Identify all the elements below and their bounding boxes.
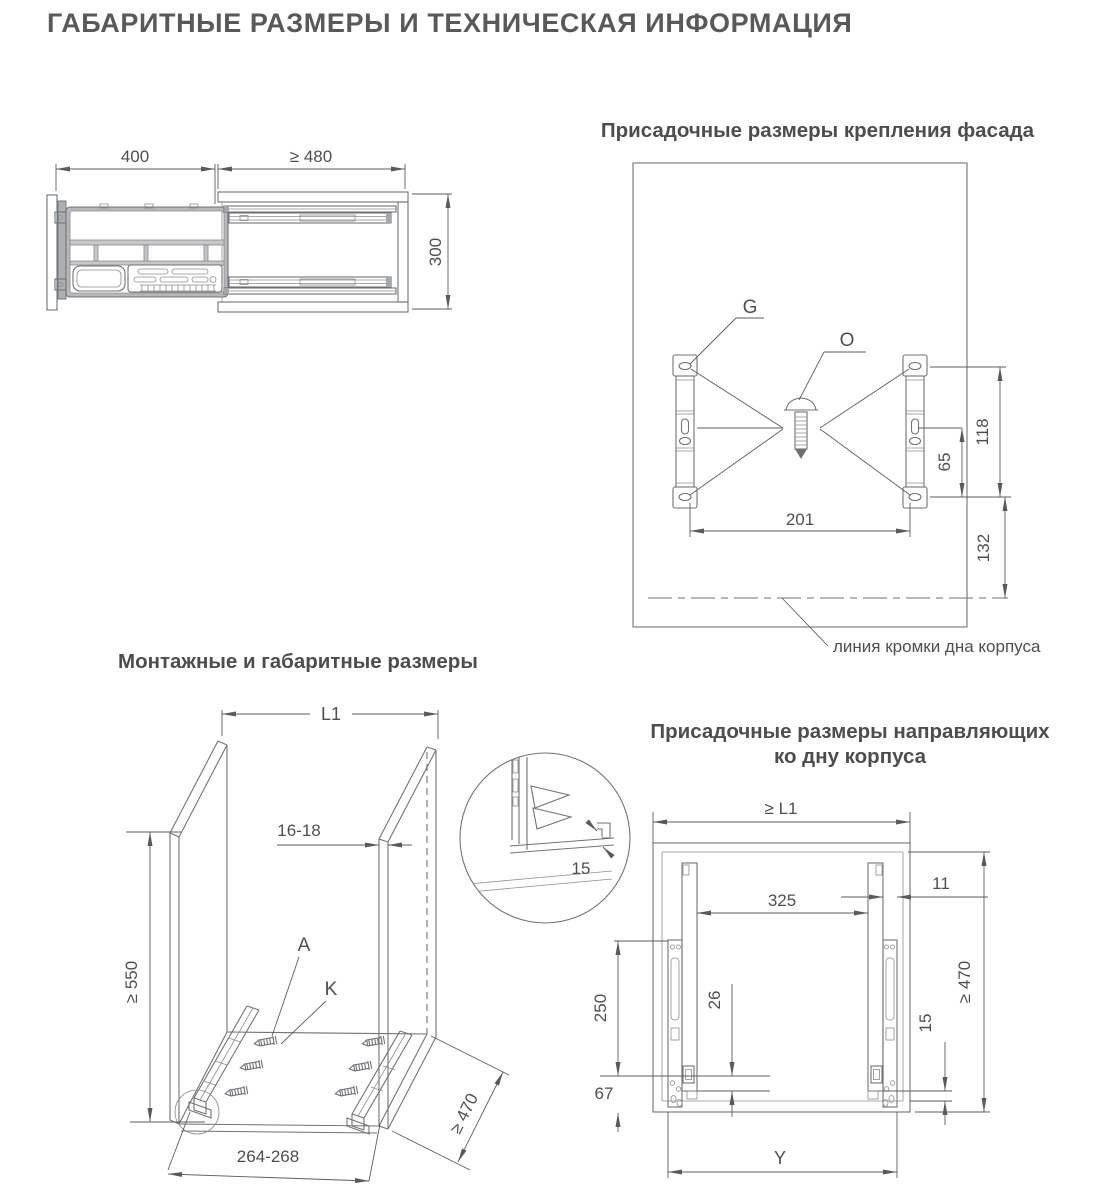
dim-thickness: 16-18 [277, 821, 321, 840]
dim-front-edge: 15 [916, 1013, 935, 1033]
dim-rail-span: 264-268 [236, 1147, 300, 1166]
callout-g [690, 297, 764, 364]
floor-rail-left [189, 1006, 259, 1118]
guides-section-title [645, 719, 1055, 769]
dim-side-offset: 11 [932, 874, 950, 893]
dim-width-l1: L1 [320, 704, 342, 724]
facade-panel [633, 163, 967, 627]
facade-section-title: Присадочные размеры крепления фасада [600, 119, 1035, 142]
mounting-screw [784, 398, 818, 459]
guide-rail-left [668, 863, 697, 1107]
dim-rail-length: 250 [591, 993, 610, 1023]
guides-drilling-drawing [592, 780, 1038, 1192]
hole-reference-lines [690, 369, 962, 495]
left-mount-bracket [673, 355, 697, 508]
right-mount-bracket [903, 355, 927, 508]
facade-drilling-drawing [595, 150, 1055, 660]
guides-dimensions [591, 799, 990, 1178]
dim-inner-span: 325 [767, 891, 797, 910]
dim-front-offset: 67 [594, 1084, 614, 1103]
dim-to-bottom-edge: 132 [974, 533, 993, 563]
detail-source-circle [175, 1090, 219, 1134]
facade-dimensions [690, 367, 1011, 598]
guides-title-line2: ко дну корпуса [773, 745, 927, 768]
dim-height-300: 300 [426, 237, 445, 267]
guide-rail-right [868, 863, 897, 1107]
drawer-top-view-drawing [40, 138, 460, 320]
guides-title-line1: Присадочные размеры направляющих [650, 720, 1050, 743]
dim-between-brackets: 201 [785, 510, 815, 529]
dim-outer-span: Y [773, 1148, 787, 1168]
screw-label-k: K [324, 979, 338, 1000]
page-title: ГАБАРИТНЫЕ РАЗМЕРЫ И ТЕХНИЧЕСКАЯ ИНФОРМАЦИЯ [47, 8, 853, 38]
dim-width-l1: ≥ L1 [764, 799, 798, 818]
dim-front-hole: 26 [705, 990, 724, 1010]
dim-drawer-width: 400 [120, 147, 150, 166]
dim-height-550: ≥ 550 [122, 960, 141, 1004]
slide-rails-plan [224, 206, 396, 294]
dim-cabinet-depth: ≥ 480 [289, 147, 333, 166]
dim-hole-span: 118 [973, 418, 992, 446]
dim-depth-470: ≥ 470 [446, 1090, 483, 1137]
dim-hole-gap: 65 [935, 452, 954, 472]
screw-label: O [839, 330, 855, 351]
callout-o [799, 330, 866, 400]
dim-depth-470: ≥ 470 [955, 960, 974, 1004]
mounting-3d-drawing [105, 685, 640, 1192]
mounting-dimensions [122, 704, 509, 1181]
mounting-section-title: Монтажные и габаритные размеры [118, 650, 478, 673]
drawer-body [55, 201, 228, 299]
dim-detail-15: 15 [571, 859, 591, 878]
bottom-edge-note: линия кромки дна корпуса [833, 637, 1041, 656]
mounting-screws [225, 1036, 385, 1099]
top-view-dimensions [56, 147, 452, 309]
bracket-label: G [742, 297, 758, 318]
rail-label-a: A [297, 935, 311, 956]
